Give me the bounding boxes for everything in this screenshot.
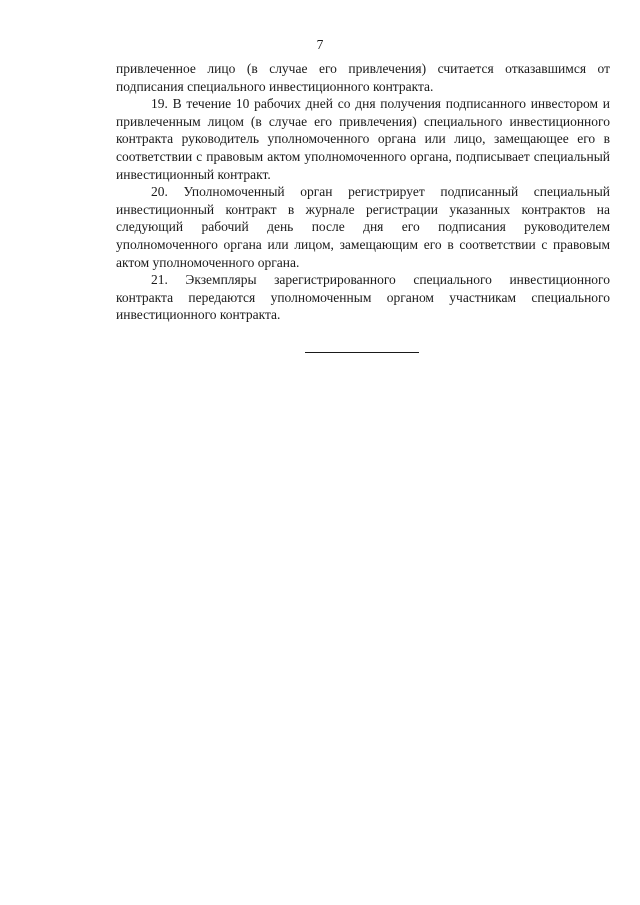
document-body	[116, 60, 610, 324]
end-of-document-rule	[305, 352, 419, 353]
paragraph-item-20: 20. Уполномоченный орган регистрирует подписанный специальный инвестиционный контракт в журнале регистрации указанных контрактов на следующий рабочий день после дня его подписания руководителем уполномоченного органа или лицом, замещающим его в соответствии с правовым актом уполномоченного органа.	[116, 184, 610, 270]
paragraph-continuation: привлеченное лицо (в случае его привлечения) считается отказавшимся от подписания специального инвестиционного контракта.	[116, 61, 610, 94]
paragraph-item-21: 21. Экземпляры зарегистрированного специального инвестиционного контракта передаются уполномоченным органом участникам специального инвестиционного контракта.	[116, 272, 610, 323]
page-number: 7	[316, 37, 324, 52]
paragraph-item-19: 19. В течение 10 рабочих дней со дня получения подписанного инвестором и привлеченным лицом (в случае его привлечения) специального инвестиционного контракта руководитель уполномоченного органа или лицо, замещающее его в соответствии с правовым актом уполномоченного органа, подписывает специальный инвестиционный контракт.	[116, 96, 610, 182]
